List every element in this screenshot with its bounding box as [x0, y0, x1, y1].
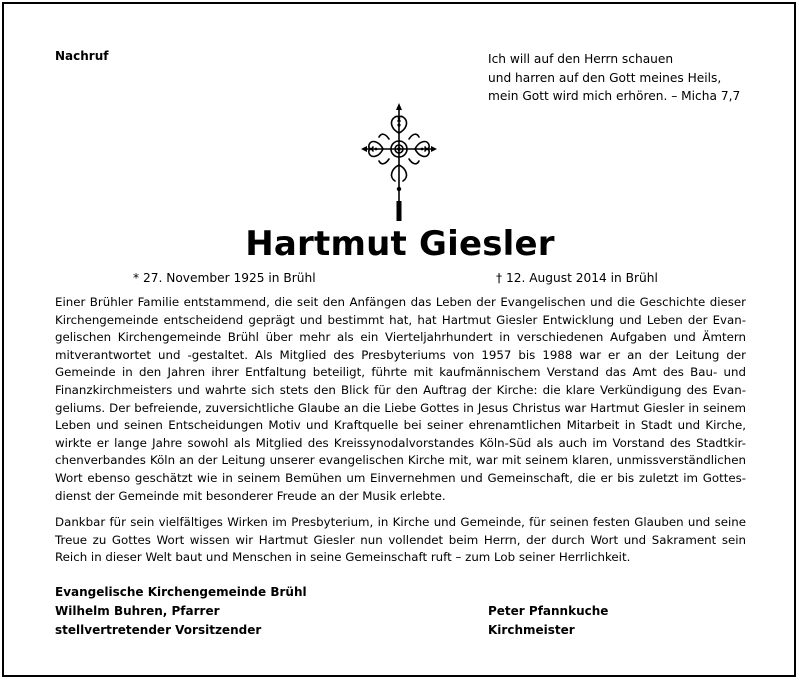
bible-quote: [488, 50, 768, 106]
signature-left: [55, 583, 307, 639]
signature-line: Peter Pfannkuche: [488, 604, 609, 618]
signature-line: stellvertretender Vorsitzender: [55, 622, 262, 637]
text-line: Dankbar für sein vielfältiges Wirken im Presbyterium, in Kirche und Gemeinde, für seinen festen Glauben und seine: [55, 515, 746, 530]
signature-line: Wilhelm Buhren, Pfarrer: [55, 603, 220, 618]
quote-line: Ich will auf den Herrn schauen: [488, 52, 674, 66]
ornamental-cross-icon: [361, 103, 437, 221]
text-line: mitverantwortet und -gestaltet. Als Mitglied des Presbyteriums von 1957 bis 1988 war er an der Leitung der: [55, 347, 746, 362]
signature-line: Kirchmeister: [488, 622, 575, 637]
paragraph-1: [55, 294, 746, 505]
text-line: Leben und seinen Entscheidungen Motiv und Kraftquelle bei seiner ehrenamtlichen Mitarbeit in Stadt und Kirche,: [55, 418, 746, 433]
signature-right: [488, 602, 608, 640]
deceased-name: Hartmut Giesler: [245, 224, 555, 264]
text-line: gelischen Kirchengemeinde Brühl über mehr als ein Vierteljahrhundert in verschiedenen Aufgaben und Ämtern: [55, 330, 746, 345]
text-line: Wort ebenso geschätzt wie in seinem Bemühen um Einvernehmen und Gemeinschaft, die er bis zuletzt im Gottes-: [55, 470, 746, 485]
birth-date: * 27. November 1925 in Brühl: [133, 271, 316, 285]
death-date: † 12. August 2014 in Brühl: [496, 271, 658, 285]
text-line: wirkte er lange Jahre sowohl als Mitglied des Kreissynodalvorstandes Köln-Süd als auch im Vorstand des Stadtkir-: [55, 435, 746, 450]
text-line: Gemeinde in den Jahren ihrer Entfaltung beteiligt, führte mit kaufmännischem Verstand das Amt des Bau- und: [55, 365, 746, 380]
text-line: chenverbandes Köln an der Leitung unserer evangelischen Kirche mit, war mit seinem klaren, unmissverständlichen: [55, 453, 746, 468]
obituary-text: [55, 294, 746, 567]
quote-line: und harren auf den Gott meines Heils,: [488, 70, 722, 85]
signature-line: Evangelische Kirchengemeinde Brühl: [55, 585, 307, 599]
text-line: Finanzkirchmeisters und wahrte sich stets den Blick für den Auftrag der Kirche: die klare Verkündigung des Evan-: [55, 382, 746, 397]
quote-line: mein Gott wird mich erhören. – Micha 7,7: [488, 89, 741, 103]
paragraph-2: [55, 514, 746, 567]
text-line: Treue zu Gottes Wort wissen wir Hartmut Giesler nun vollendet beim Herrn, der durch Wort und Sakrament sein: [55, 532, 746, 547]
text-line: dienst der Gemeinde mit besonderer Freude an der Musik erlebte.: [55, 488, 446, 503]
text-line: Reich in dieser Welt baut und Menschen in seine Gemeinschaft ruft – zum Lob seiner Herrlichkeit.: [55, 550, 631, 565]
notice-label: Nachruf: [55, 49, 109, 63]
text-line: Kirchengemeinde entscheidend geprägt und bestimmt hat, hat Hartmut Giesler Entwicklung und Leben der Evan-: [55, 312, 746, 327]
text-line: Einer Brühler Familie entstammend, die seit den Anfängen das Leben der Evangelischen und die Geschichte dieser: [55, 295, 746, 309]
text-line: geliums. Der befreiende, zuversichtliche Glaube an die Liebe Gottes in Jesus Christus war Hartmut Giesler in seinem: [55, 400, 746, 415]
